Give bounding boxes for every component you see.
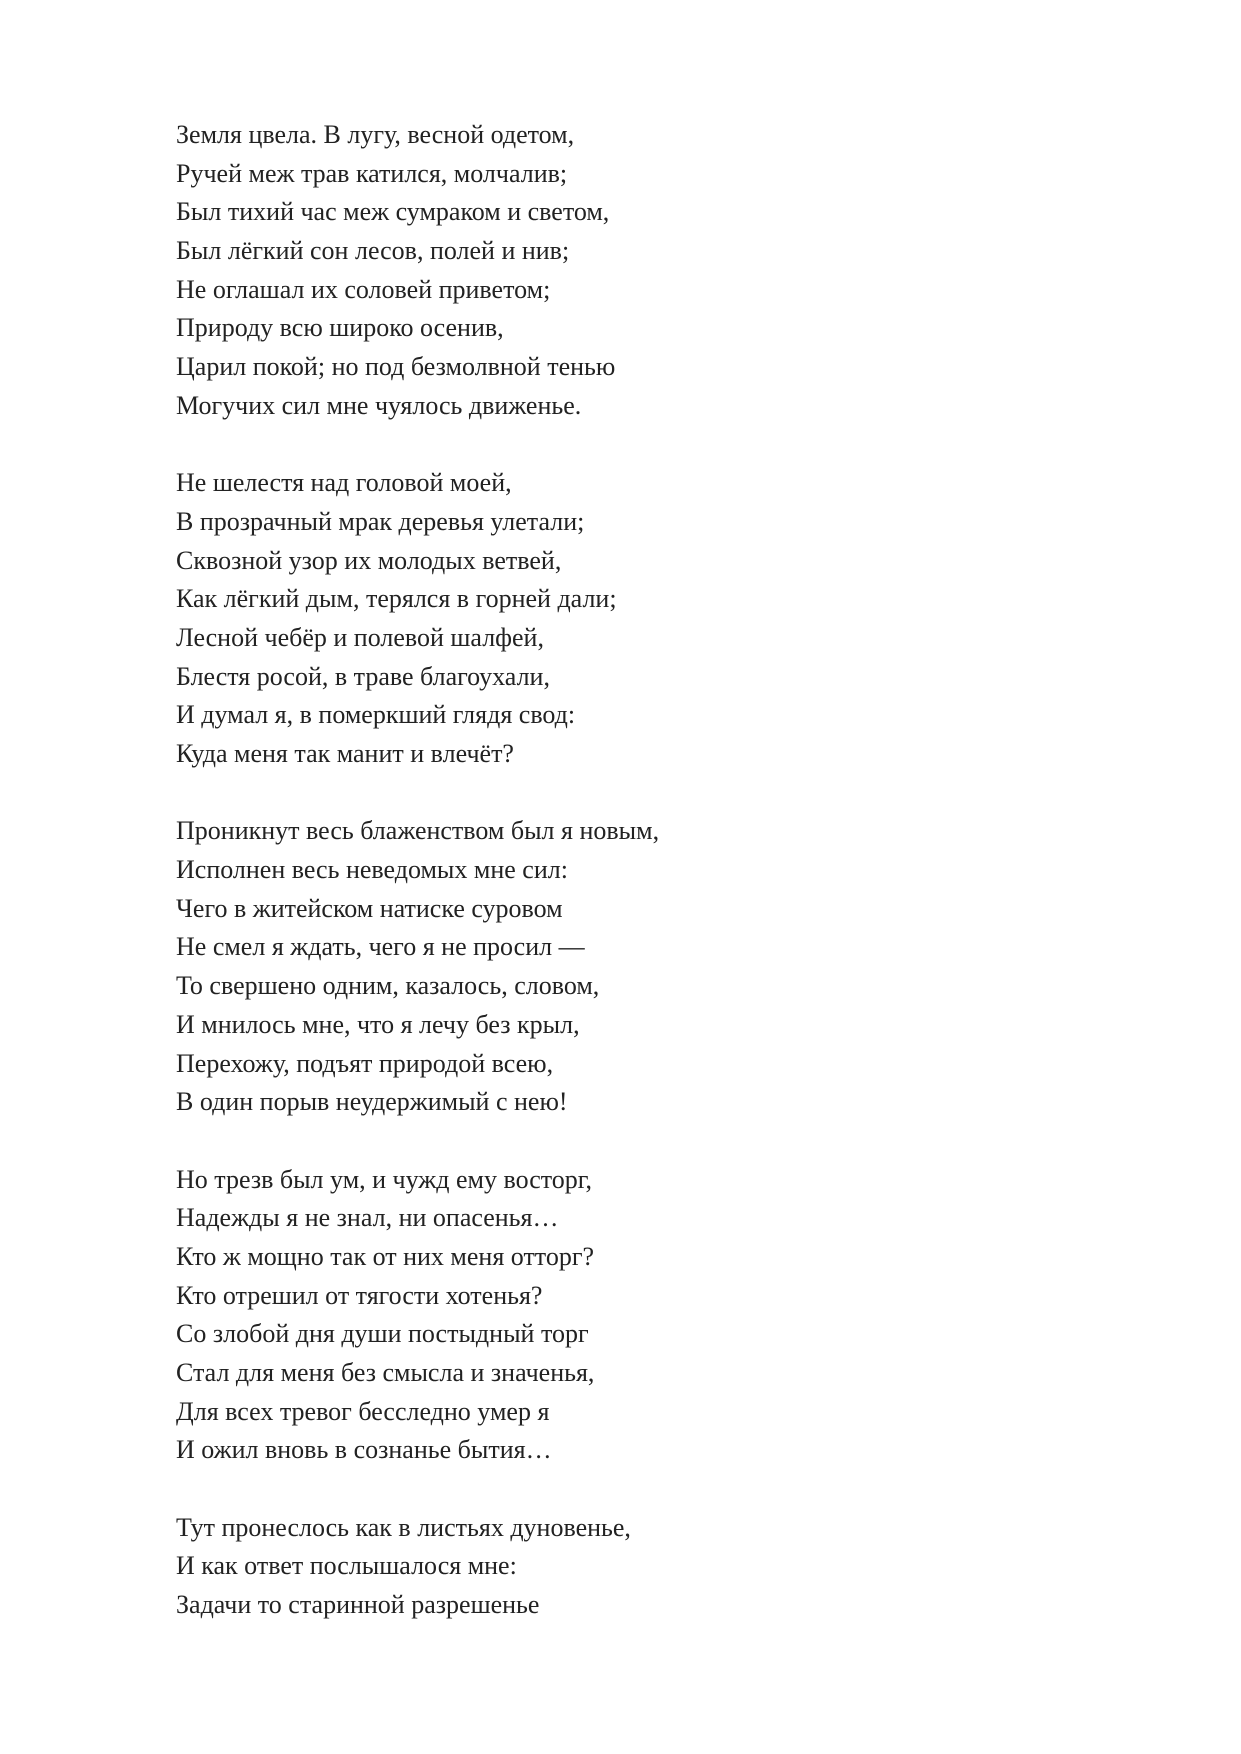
- stanza-3: [176, 812, 1156, 1122]
- poem-line: Могучих сил мне чуялось движенье.: [176, 390, 582, 420]
- poem-line: Царил покой; но под безмолвной тенью: [176, 352, 616, 382]
- poem-line: То свершено одним, казалось, словом,: [176, 971, 600, 1001]
- poem-line: Лесной чебёр и полевой шалфей,: [176, 622, 544, 652]
- poem-line: Кто ж мощно так от них меня отторг?: [176, 1241, 595, 1271]
- poem-line: Для всех тревог бесследно умер я: [176, 1396, 550, 1426]
- poem-line: Блестя росой, в траве благоухали,: [176, 661, 550, 691]
- poem-line: Не оглашал их соловей приветом;: [176, 274, 551, 304]
- poem-line: И думал я, в померкший глядя свод:: [176, 700, 576, 730]
- poem-line: Перехожу, подъят природой всею,: [176, 1048, 554, 1078]
- poem-line: Как лёгкий дым, терялся в горней дали;: [176, 584, 617, 614]
- poem-line: Надежды я не знал, ни опасенья…: [176, 1203, 559, 1233]
- poem-line: Сквозной узор их молодых ветвей,: [176, 545, 562, 575]
- poem-line: И мнилось мне, что я лечу без крыл,: [176, 1009, 580, 1039]
- poem-line: Проникнут весь блаженством был я новым,: [176, 816, 660, 846]
- poem-line: Задачи то старинной разрешенье: [176, 1590, 540, 1620]
- poem-line: Тут пронеслось как в листьях дуновенье,: [176, 1512, 631, 1542]
- poem-line: Чего в житейском натиске суровом: [176, 893, 563, 923]
- poem-line: Со злобой дня души постыдный торг: [176, 1319, 589, 1349]
- poem-line: Исполнен весь неведомых мне сил:: [176, 855, 568, 885]
- poem-line: Кто отрешил от тягости хотенья?: [176, 1280, 543, 1310]
- stanza-5: [176, 1509, 1156, 1625]
- poem-line: В прозрачный мрак деревья улетали;: [176, 506, 585, 536]
- poem-line: В один порыв неудержимый с нею!: [176, 1087, 568, 1117]
- poem-line: Ручей меж трав катился, молчалив;: [176, 158, 568, 188]
- poem-line: Куда меня так манит и влечёт?: [176, 739, 514, 768]
- poem-line: Не смел я ждать, чего я не просил —: [176, 932, 585, 962]
- poem-line: Был лёгкий сон лесов, полей и нив;: [176, 236, 570, 266]
- stanza-2: [176, 464, 1156, 774]
- poem-line: Природу всю широко осенив,: [176, 313, 504, 343]
- poem-line: Земля цвела. В лугу, весной одетом,: [176, 120, 575, 149]
- poem-line: И ожил вновь в сознанье бытия…: [176, 1435, 552, 1465]
- poem-line: Не шелестя над головой моей,: [176, 468, 512, 498]
- poem-line: И как ответ послышалося мне:: [176, 1551, 517, 1581]
- poem-line: Был тихий час меж сумраком и светом,: [176, 197, 610, 227]
- poem-line: Но трезв был ум, и чужд ему восторг,: [176, 1164, 593, 1194]
- poem-text: [176, 116, 1156, 1625]
- stanza-1: [176, 116, 1156, 426]
- poem-line: Стал для меня без смысла и значенья,: [176, 1358, 595, 1387]
- stanza-4: [176, 1161, 1156, 1471]
